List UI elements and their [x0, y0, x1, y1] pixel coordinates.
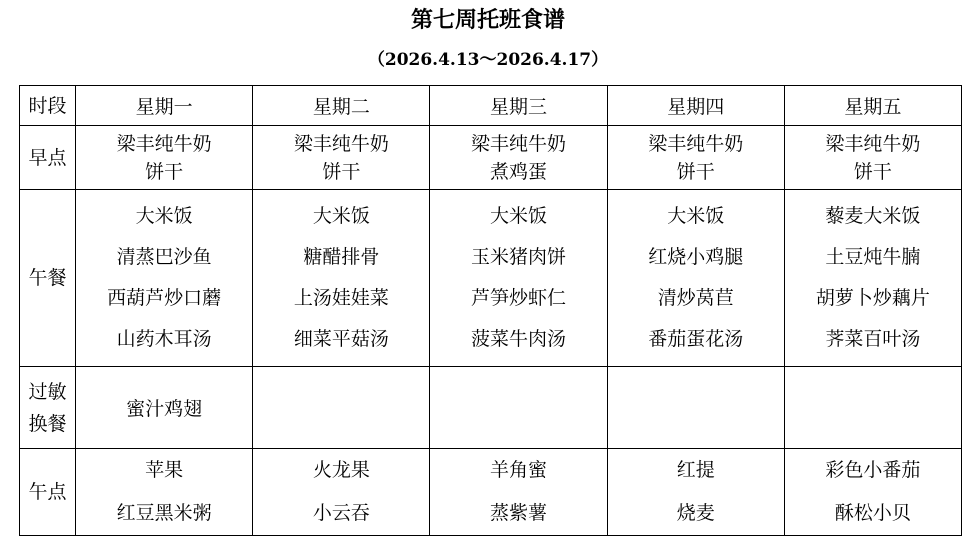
menu-item: 西葫芦炒口蘑 [107, 287, 222, 309]
allergy-cell-monday: 蜜汁鸡翅 [76, 367, 253, 449]
day-header-friday: 星期五 [784, 86, 961, 126]
menu-item: 胡萝卜炒藕片 [815, 287, 930, 309]
menu-item: 红烧小鸡腿 [648, 246, 744, 268]
menu-item: 蒸紫薯 [490, 502, 548, 524]
menu-item: 梁丰纯牛奶 [471, 132, 567, 155]
menu-item: 小云吞 [312, 502, 370, 524]
lunch-cell-wednesday [430, 190, 607, 367]
menu-item: 酥松小贝 [834, 502, 911, 524]
menu-item: 细菜平菇汤 [293, 328, 389, 350]
menu-item: 土豆炖牛腩 [825, 246, 921, 268]
menu-item: 糖醋排骨 [303, 246, 380, 268]
date-range: （2026.4.13～2026.4.17） [367, 50, 609, 70]
menu-item: 大米饭 [312, 205, 370, 227]
menu-item: 番茄蛋花汤 [648, 328, 744, 350]
page-title: 第七周托班食谱 [410, 7, 565, 33]
allergy-cell-wednesday [430, 367, 607, 449]
allergy-cell-friday [784, 367, 961, 449]
allergy-cell-tuesday [253, 367, 430, 449]
allergy-label-line1: 过敏 [28, 380, 67, 403]
menu-item: 藜麦大米饭 [825, 205, 921, 227]
allergy-label-line2: 换餐 [28, 412, 67, 435]
breakfast-cell-friday [784, 126, 961, 190]
menu-item: 饼干 [322, 160, 361, 183]
breakfast-cell-tuesday [253, 126, 430, 190]
menu-item: 荠菜百叶汤 [825, 328, 921, 350]
menu-item: 芦笋炒虾仁 [471, 287, 567, 309]
menu-item: 菠菜牛肉汤 [471, 328, 567, 350]
menu-item: 苹果 [145, 459, 184, 481]
menu-item: 火龙果 [312, 459, 370, 481]
day-header-tuesday: 星期二 [253, 86, 430, 126]
menu-item: 梁丰纯牛奶 [648, 132, 744, 155]
menu-item: 羊角蜜 [490, 459, 548, 481]
snack-cell-friday [784, 449, 961, 536]
menu-item: 饼干 [853, 160, 892, 183]
menu-item: 红豆黑米粥 [116, 502, 212, 524]
allergy-cell-thursday [607, 367, 784, 449]
day-header-thursday: 星期四 [607, 86, 784, 126]
menu-item: 彩色小番茄 [825, 459, 921, 481]
table-header-row [20, 86, 962, 126]
breakfast-cell-wednesday [430, 126, 607, 190]
corner-label: 时段 [20, 86, 76, 126]
lunch-cell-friday [784, 190, 961, 367]
menu-item: 大米饭 [667, 205, 725, 227]
menu-item: 山药木耳汤 [116, 328, 212, 350]
menu-item: 清蒸巴沙鱼 [116, 246, 212, 268]
lunch-row [20, 190, 962, 367]
menu-item: 清炒莴苣 [657, 287, 734, 309]
slot-label-snack: 午点 [20, 449, 76, 536]
weekly-menu-table [19, 85, 962, 536]
snack-cell-thursday [607, 449, 784, 536]
menu-item: 上汤娃娃菜 [293, 287, 389, 309]
allergy-row [20, 367, 962, 449]
menu-item: 大米饭 [490, 205, 548, 227]
breakfast-cell-thursday [607, 126, 784, 190]
breakfast-row [20, 126, 962, 190]
menu-item: 饼干 [145, 160, 184, 183]
menu-item: 大米饭 [135, 205, 193, 227]
menu-item: 红提 [676, 459, 715, 481]
breakfast-cell-monday [76, 126, 253, 190]
slot-label-allergy [20, 367, 76, 449]
slot-label-lunch: 午餐 [20, 190, 76, 367]
snack-cell-tuesday [253, 449, 430, 536]
snack-cell-monday [76, 449, 253, 536]
day-header-wednesday: 星期三 [430, 86, 607, 126]
day-header-monday: 星期一 [76, 86, 253, 126]
snack-row [20, 449, 962, 536]
lunch-cell-tuesday [253, 190, 430, 367]
menu-item: 烧麦 [676, 502, 715, 524]
menu-item: 煮鸡蛋 [490, 160, 548, 183]
slot-label-breakfast: 早点 [20, 126, 76, 190]
menu-item: 梁丰纯牛奶 [825, 132, 921, 155]
menu-item: 饼干 [676, 160, 715, 183]
lunch-cell-monday [76, 190, 253, 367]
menu-item: 梁丰纯牛奶 [293, 132, 389, 155]
menu-item: 梁丰纯牛奶 [116, 132, 212, 155]
snack-cell-wednesday [430, 449, 607, 536]
lunch-cell-thursday [607, 190, 784, 367]
menu-item: 玉米猪肉饼 [471, 246, 567, 268]
